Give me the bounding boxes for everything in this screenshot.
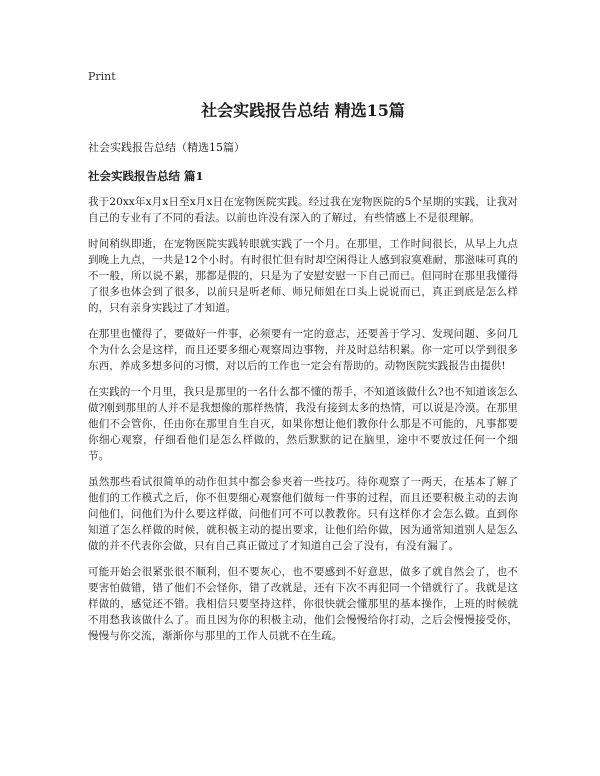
paragraph: 在实践的一个月里，我只是那里的一名什么都不懂的帮手，不知道该做什么?也不知道该怎么做?刚到那里的人并不是我想像的那样热情，我没有接到太多的热情，可以说是冷漠。在那里他们不会管你，任由你在那里自生自灭，如果你想让他们教你什么那是不可能的，凡事都要你细心观察，仔细看他们是怎么样做的，然后默默的记在脑里，途中不要放过任何一个细节。: [88, 386, 518, 462]
document-title: 社会实践报告总结 精选15篇: [201, 101, 405, 120]
paragraph: 我于20xx年x月x日至x月x日在宠物医院实践。经过我在宠物医院的5个星期的实践，让我对自己的专业有了不同的看法。以前也许没有深入的了解过，有些情感上不是很理解。: [88, 196, 518, 224]
paragraph: 在那里也懂得了，要做好一件事，必须要有一定的意志，还要善于学习、发现问题、多问几个为什么会是这样，而且还要多细心观察周边事物，并及时总结积累。你一定可以学到很多东西，养成多想多问的习惯，对以后的工作也一定会有帮助的。动物医院实践报告由提供!: [88, 328, 518, 372]
document-subtitle: 社会实践报告总结（精选15篇）: [88, 141, 245, 154]
print-link[interactable]: Print: [88, 70, 116, 83]
section-heading: 社会实践报告总结 篇1: [88, 169, 204, 183]
paragraph: 虽然那些看试很简单的动作但其中都会参夹着一些技巧。待你观察了一两天，在基本了解了他们的工作模式之后，你不但要细心观察他们做每一件事的过程，而且还要积极主动的去询问他们，问他们为什么要这样做，问他们可不可以教教你。只有这样你才会怎么做。直到你知道了怎么样做的时候，就积极主动的提出要求，让他们给你做，因为通常知道别人是怎么做的并不代表你会做，只有自己真正做过了才知道自己会了没有，有没有漏了。: [88, 476, 518, 552]
paragraph: 时间稍纵即逝，在宠物医院实践转眼就实践了一个月。在那里，工作时间很长，从早上九点到晚上九点，一共是12个小时。有时很忙但有时却空闲得让人感到寂寞难耐，那滋味可真的不一般，所以说不累，那都是假的，只是为了安慰安慰一下自己而已。但同时在那里我懂得了很多也体会到了很多，以前只是听老师、师兄师姐在口头上说说而已，真正到底是怎么样的，只有亲身实践过了才知道。: [88, 238, 518, 314]
article-body: [88, 194, 518, 644]
paragraph: 可能开始会很紧张很不顺利，但不要灰心，也不要感到不好意思，做多了就自然会了，也不要害怕做错，错了他们不会怪你，错了改就是，还有下次不再犯同一个错就行了。我就是这样做的，感觉还不错。我相信只要坚持这样，你很快就会懂那里的基本操作，上班的时候就不用愁我该做什么了。而且因为你的积极主动，他们会慢慢给你打动，之后会慢慢接受你，慢慢与你交流，渐渐你与那里的工作人员就不在生疏。: [88, 566, 518, 642]
